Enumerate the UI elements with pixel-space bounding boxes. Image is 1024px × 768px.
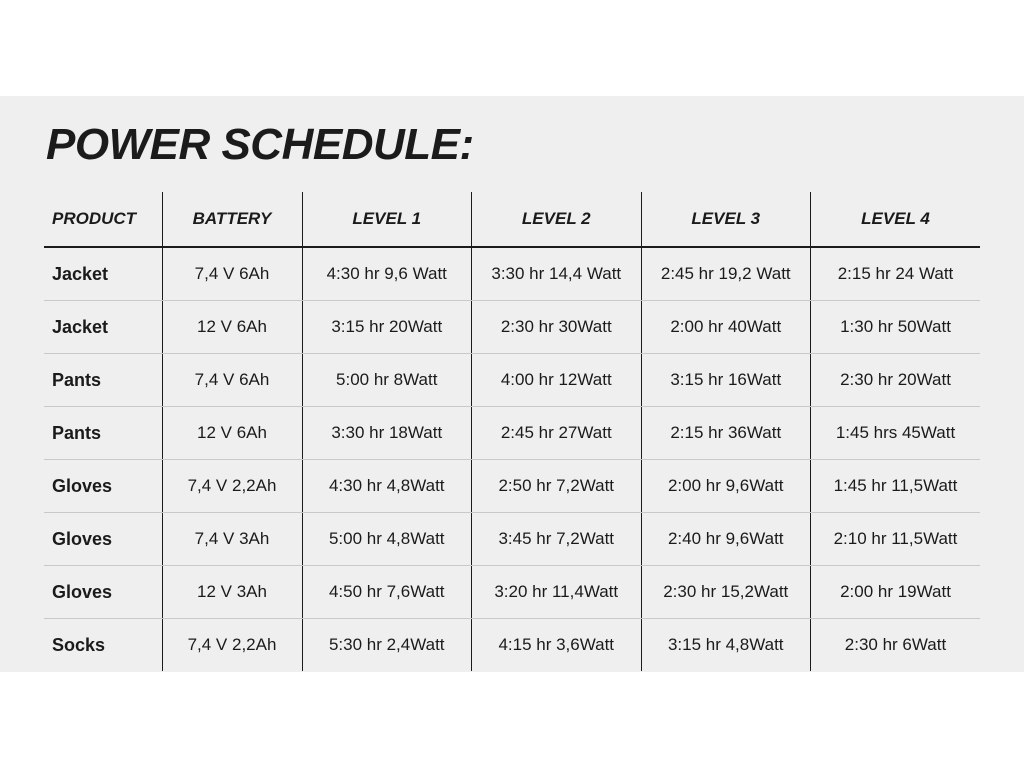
table-row (44, 247, 980, 301)
cell-battery: 12 V 6Ah (162, 407, 302, 460)
table-row (44, 301, 980, 354)
cell-level-2: 2:30 hr 30Watt (472, 301, 642, 354)
cell-battery: 7,4 V 3Ah (162, 513, 302, 566)
cell-product: Pants (44, 354, 162, 407)
cell-level-1: 4:30 hr 4,8Watt (302, 460, 472, 513)
cell-level-3: 2:45 hr 19,2 Watt (641, 247, 811, 301)
column-header-level-3: LEVEL 3 (641, 192, 811, 247)
cell-level-2: 4:00 hr 12Watt (472, 354, 642, 407)
cell-level-2: 3:30 hr 14,4 Watt (472, 247, 642, 301)
table-header (44, 192, 980, 247)
cell-level-3: 2:00 hr 40Watt (641, 301, 811, 354)
cell-level-4: 2:15 hr 24 Watt (811, 247, 981, 301)
cell-product: Gloves (44, 566, 162, 619)
cell-product: Gloves (44, 460, 162, 513)
cell-product: Jacket (44, 301, 162, 354)
table-row (44, 460, 980, 513)
cell-battery: 7,4 V 6Ah (162, 247, 302, 301)
cell-level-3: 2:40 hr 9,6Watt (641, 513, 811, 566)
cell-level-1: 3:30 hr 18Watt (302, 407, 472, 460)
cell-level-2: 4:15 hr 3,6Watt (472, 619, 642, 672)
power-schedule-table (44, 192, 980, 671)
column-header-battery: BATTERY (162, 192, 302, 247)
cell-level-2: 2:45 hr 27Watt (472, 407, 642, 460)
column-header-product: PRODUCT (44, 192, 162, 247)
cell-level-3: 2:15 hr 36Watt (641, 407, 811, 460)
cell-level-4: 2:30 hr 6Watt (844, 635, 947, 654)
table-row (44, 619, 980, 672)
page-title: POWER SCHEDULE: (46, 120, 474, 169)
cell-level-4: 2:10 hr 11,5Watt (811, 513, 981, 566)
cell-level-4: 1:45 hr 11,5Watt (811, 460, 981, 513)
table-row (44, 566, 980, 619)
cell-level-3: 2:30 hr 15,2Watt (641, 566, 811, 619)
cell-level-1: 4:30 hr 9,6 Watt (302, 247, 472, 301)
cell-level-2: 2:50 hr 7,2Watt (472, 460, 642, 513)
cell-battery: 7,4 V 2,2Ah (162, 460, 302, 513)
cell-battery: 12 V 6Ah (162, 301, 302, 354)
table-row (44, 354, 980, 407)
cell-level-1: 5:00 hr 4,8Watt (302, 513, 472, 566)
table-row (44, 407, 980, 460)
cell-battery: 7,4 V 6Ah (162, 354, 302, 407)
content-panel (0, 96, 1024, 672)
cell-level-2: 3:20 hr 11,4Watt (472, 566, 642, 619)
cell-level-4: 2:00 hr 19Watt (811, 566, 981, 619)
cell-level-4: 1:45 hrs 45Watt (811, 407, 981, 460)
cell-level-1: 5:30 hr 2,4Watt (302, 619, 472, 672)
cell-level-4: 1:30 hr 50Watt (811, 301, 981, 354)
table-row (44, 513, 980, 566)
cell-level-3: 2:00 hr 9,6Watt (641, 460, 811, 513)
cell-level-3: 3:15 hr 16Watt (641, 354, 811, 407)
cell-product: Socks (44, 619, 162, 672)
cell-battery: 12 V 3Ah (162, 566, 302, 619)
cell-level-1: 3:15 hr 20Watt (302, 301, 472, 354)
table-body (44, 247, 980, 671)
cell-level-3: 3:15 hr 4,8Watt (641, 619, 811, 672)
cell-level-4: 2:30 hr 20Watt (811, 354, 981, 407)
cell-level-1: 4:50 hr 7,6Watt (302, 566, 472, 619)
column-header-level-4: LEVEL 4 (811, 192, 981, 247)
panel-inner (44, 120, 980, 671)
column-header-level-2: LEVEL 2 (472, 192, 642, 247)
cell-product: Pants (44, 407, 162, 460)
cell-level-2: 3:45 hr 7,2Watt (472, 513, 642, 566)
cell-battery: 7,4 V 2,2Ah (162, 619, 302, 672)
table-header-row (44, 192, 980, 247)
cell-level-1: 5:00 hr 8Watt (302, 354, 472, 407)
cell-product: Gloves (44, 513, 162, 566)
column-header-level-1: LEVEL 1 (302, 192, 472, 247)
cell-product: Jacket (44, 247, 162, 301)
